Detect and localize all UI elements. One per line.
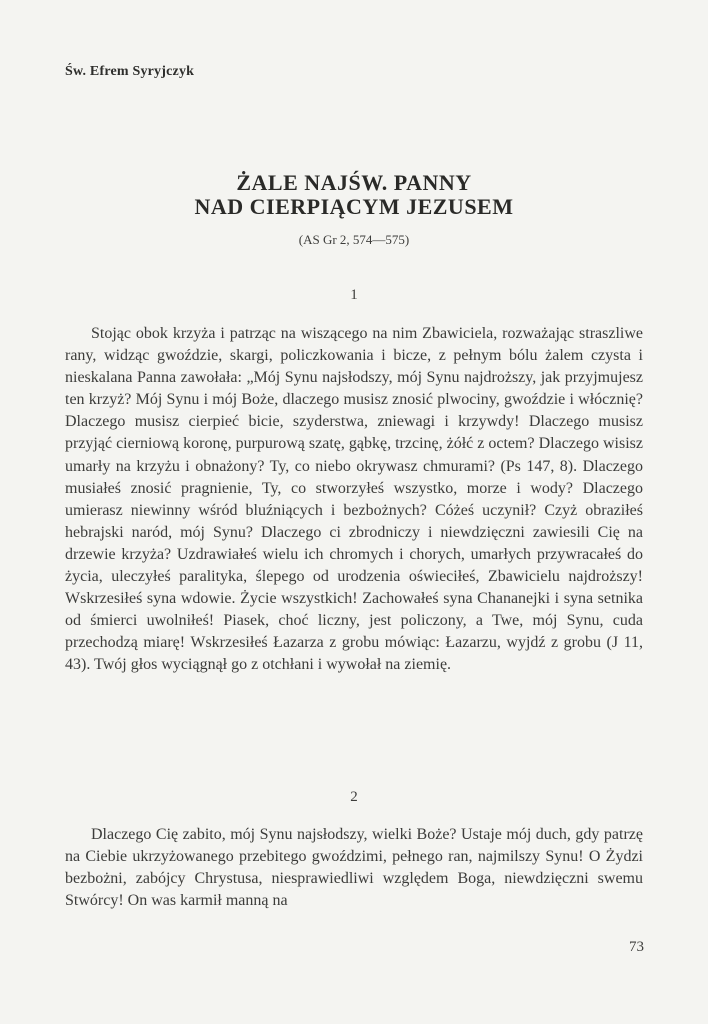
page-number: 73 bbox=[629, 939, 644, 955]
section-1-text: Stojąc obok krzyża i patrząc na wiszącego na nim Zbawiciela, rozważając straszliwe rany, widząc gwoździe, skargi, policzkowania i bicze, z pełnym bólu żalem czysta i nieskalana Panna zawołała: „Mój Synu najsłodszy, mój Synu najdroższy, jak przyjmujesz ten krzyż? Mój Synu i mój Boże, dlaczego musisz znosić plwociny, gwoździe i włócznię? Dlaczego musisz cierpieć bicie, szyderstwa, zniewagi i krzywdy! Dlaczego musisz przyjąć cierniową koronę, purpurową szatę, gąbkę, trzcinę, żółć z octem? Dlaczego wisisz umarły na krzyżu i obnażony? Ty, co niebo okrywasz chmurami? (Ps 147, 8). Dlaczego musiałeś znosić pragnienie, Ty, co stworzyłeś wszystko, morze i wody? Dlaczego umierasz niewinny wśród bluźniących i bezbożnych? Cóżeś uczynił? Czyż obraziłeś hebrajski naród, mój Synu? Dlaczego ci zbrodniczy i niewdzięczni zawiesili Cię na drzewie krzyża? Uzdrawiałeś wielu ich chromych i chorych, umarłych przywracałeś do życia, uleczyłeś paralityka, ślepego od urodzenia oświeciłeś, Zbawicielu najdroższy! Wskrzesiłeś syna wdowie. Życie wszystkich! Zachowałeś syna Chananejki i syna setnika od śmierci uwolniłeś! Piasek, choć liczny, jest policzony, a Twe, mój Synu, cuda przechodzą miarę! Wskrzesiłeś Łazarza z grobu mówiąc: Łazarzu, wyjdź z grobu (J 11, 43). Twój głos wyciągnął go z otchłani i wywołał na ziemię. bbox=[65, 325, 643, 674]
title-line-1: ŻALE NAJŚW. PANNY bbox=[236, 170, 472, 195]
section-2-text: Dlaczego Cię zabito, mój Synu najsłodszy, wielki Boże? Ustaje mój duch, gdy patrzę na Ciebie ukrzyżowanego przebitego gwoździmi, pełnego ran, najmilszy Synu! O Żydzi bezbożni, zabójcy Chrystusa, niesprawiedliwi względem Boga, niewdzięczni swemu Stwórcy! On was karmił manną na bbox=[65, 826, 643, 910]
section-number-1: 1 bbox=[350, 287, 358, 303]
running-head: Św. Efrem Syryjczyk bbox=[65, 64, 195, 79]
source-reference: (AS Gr 2, 574—575) bbox=[298, 232, 410, 247]
title-line-2: NAD CIERPIĄCYM JEZUSEM bbox=[194, 194, 514, 219]
section-number-2: 2 bbox=[350, 789, 358, 805]
